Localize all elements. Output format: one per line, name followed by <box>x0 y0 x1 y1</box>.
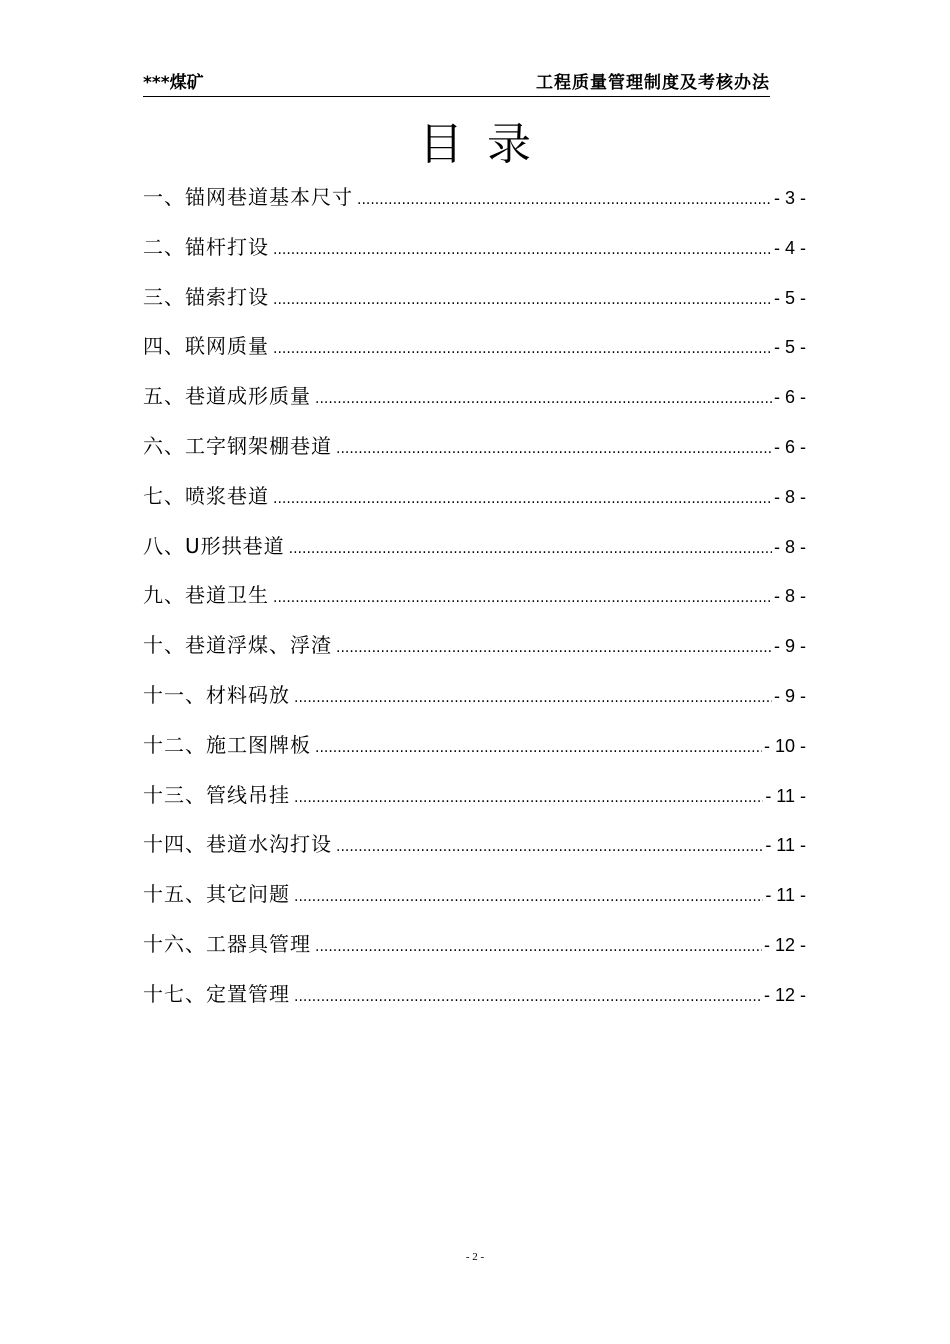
toc-entry[interactable] <box>143 876 806 926</box>
toc-leader-dots <box>315 381 772 417</box>
toc-entry-page[interactable]: - 11 - <box>765 885 806 906</box>
toc-entry-page[interactable]: - 8 - <box>773 536 806 557</box>
toc-entry-page[interactable]: - 12 - <box>763 934 806 955</box>
toc-entry-text[interactable]: 十七、定置管理 <box>143 981 290 1006</box>
toc-leader-dots <box>273 232 772 268</box>
toc-entry-page[interactable]: - 8 - <box>773 486 806 507</box>
toc-leader-dots <box>273 282 772 318</box>
toc-leader-dots <box>289 531 772 567</box>
toc-entry[interactable] <box>143 179 806 229</box>
toc-entry-page[interactable]: - 9 - <box>773 636 806 657</box>
toc-entry[interactable] <box>143 926 806 976</box>
header-company-name: ***煤矿 <box>143 73 204 93</box>
toc-leader-dots <box>315 730 762 766</box>
toc-leader-dots <box>294 979 762 1015</box>
toc-entry[interactable] <box>143 328 806 378</box>
toc-leader-dots <box>336 431 772 467</box>
toc-entry[interactable] <box>143 279 806 329</box>
page-number: - 2 - <box>465 1251 485 1263</box>
toc-leader-dots <box>273 580 772 616</box>
toc-entry[interactable] <box>143 976 806 1026</box>
toc-entry[interactable] <box>143 478 806 528</box>
toc-entry-page[interactable]: - 11 - <box>765 785 806 806</box>
toc-entry-page[interactable]: - 9 - <box>773 685 806 706</box>
toc-entry-text[interactable]: 十一、材料码放 <box>143 682 290 707</box>
toc-entry[interactable] <box>143 378 806 428</box>
toc-entry-text[interactable]: 十六、工器具管理 <box>143 931 311 956</box>
toc-entry-page[interactable]: - 10 - <box>763 735 806 756</box>
toc-entry-text[interactable]: 一、锚网巷道基本尺寸 <box>143 185 353 209</box>
page-header <box>143 72 770 97</box>
toc-leader-dots <box>273 481 772 517</box>
toc-entry-text[interactable]: 十四、巷道水沟打设 <box>143 832 332 857</box>
toc-entry[interactable] <box>143 528 806 578</box>
toc-entry-text[interactable]: 七、喷浆巷道 <box>143 483 269 508</box>
toc-leader-dots <box>294 780 763 816</box>
header-document-title: 工程质量管理制度及考核办法 <box>536 73 770 93</box>
toc-entry-page[interactable]: - 8 - <box>773 586 806 607</box>
toc-entry-text[interactable]: 四、联网质量 <box>143 334 269 359</box>
toc-list <box>143 179 806 1026</box>
toc-entry-text[interactable]: 十二、施工图牌板 <box>143 732 311 757</box>
toc-entry-text[interactable]: 二、锚杆打设 <box>143 234 269 259</box>
toc-entry-text[interactable]: 五、巷道成形质量 <box>143 384 311 409</box>
toc-leader-dots <box>336 630 772 666</box>
toc-entry-page[interactable]: - 6 - <box>773 387 806 408</box>
toc-leader-dots <box>294 680 772 716</box>
toc-leader-dots <box>294 879 763 915</box>
toc-leader-dots <box>336 829 763 865</box>
toc-entry-page[interactable]: - 6 - <box>773 436 806 457</box>
toc-entry[interactable] <box>143 777 806 827</box>
toc-leader-dots <box>315 929 762 965</box>
toc-entry-text[interactable]: 六、工字钢架棚巷道 <box>143 433 332 458</box>
toc-entry-page[interactable]: - 5 - <box>773 287 806 308</box>
toc-entry[interactable] <box>143 577 806 627</box>
toc-entry[interactable] <box>143 727 806 777</box>
toc-entry-text[interactable]: 八、U形拱巷道 <box>143 533 285 558</box>
toc-title: 目录 <box>419 119 555 171</box>
toc-entry-text[interactable]: 十、巷道浮煤、浮渣 <box>143 633 332 658</box>
toc-entry-page[interactable]: - 4 - <box>773 237 806 258</box>
toc-entry-text[interactable]: 三、锚索打设 <box>143 284 269 309</box>
toc-entry-page[interactable]: - 5 - <box>773 337 806 358</box>
toc-entry-page[interactable]: - 3 - <box>773 188 806 208</box>
toc-entry-text[interactable]: 十三、管线吊挂 <box>143 782 290 807</box>
toc-leader-dots <box>273 331 772 367</box>
toc-entry-text[interactable]: 十五、其它问题 <box>143 882 290 907</box>
toc-entry-page[interactable]: - 11 - <box>765 835 806 856</box>
toc-entry[interactable] <box>143 627 806 677</box>
toc-entry[interactable] <box>143 826 806 876</box>
toc-entry-page[interactable]: - 12 - <box>763 984 806 1005</box>
toc-leader-dots <box>357 182 772 218</box>
toc-entry[interactable] <box>143 428 806 478</box>
toc-entry[interactable] <box>143 677 806 727</box>
toc-entry[interactable] <box>143 229 806 279</box>
toc-entry-text[interactable]: 九、巷道卫生 <box>143 583 269 608</box>
